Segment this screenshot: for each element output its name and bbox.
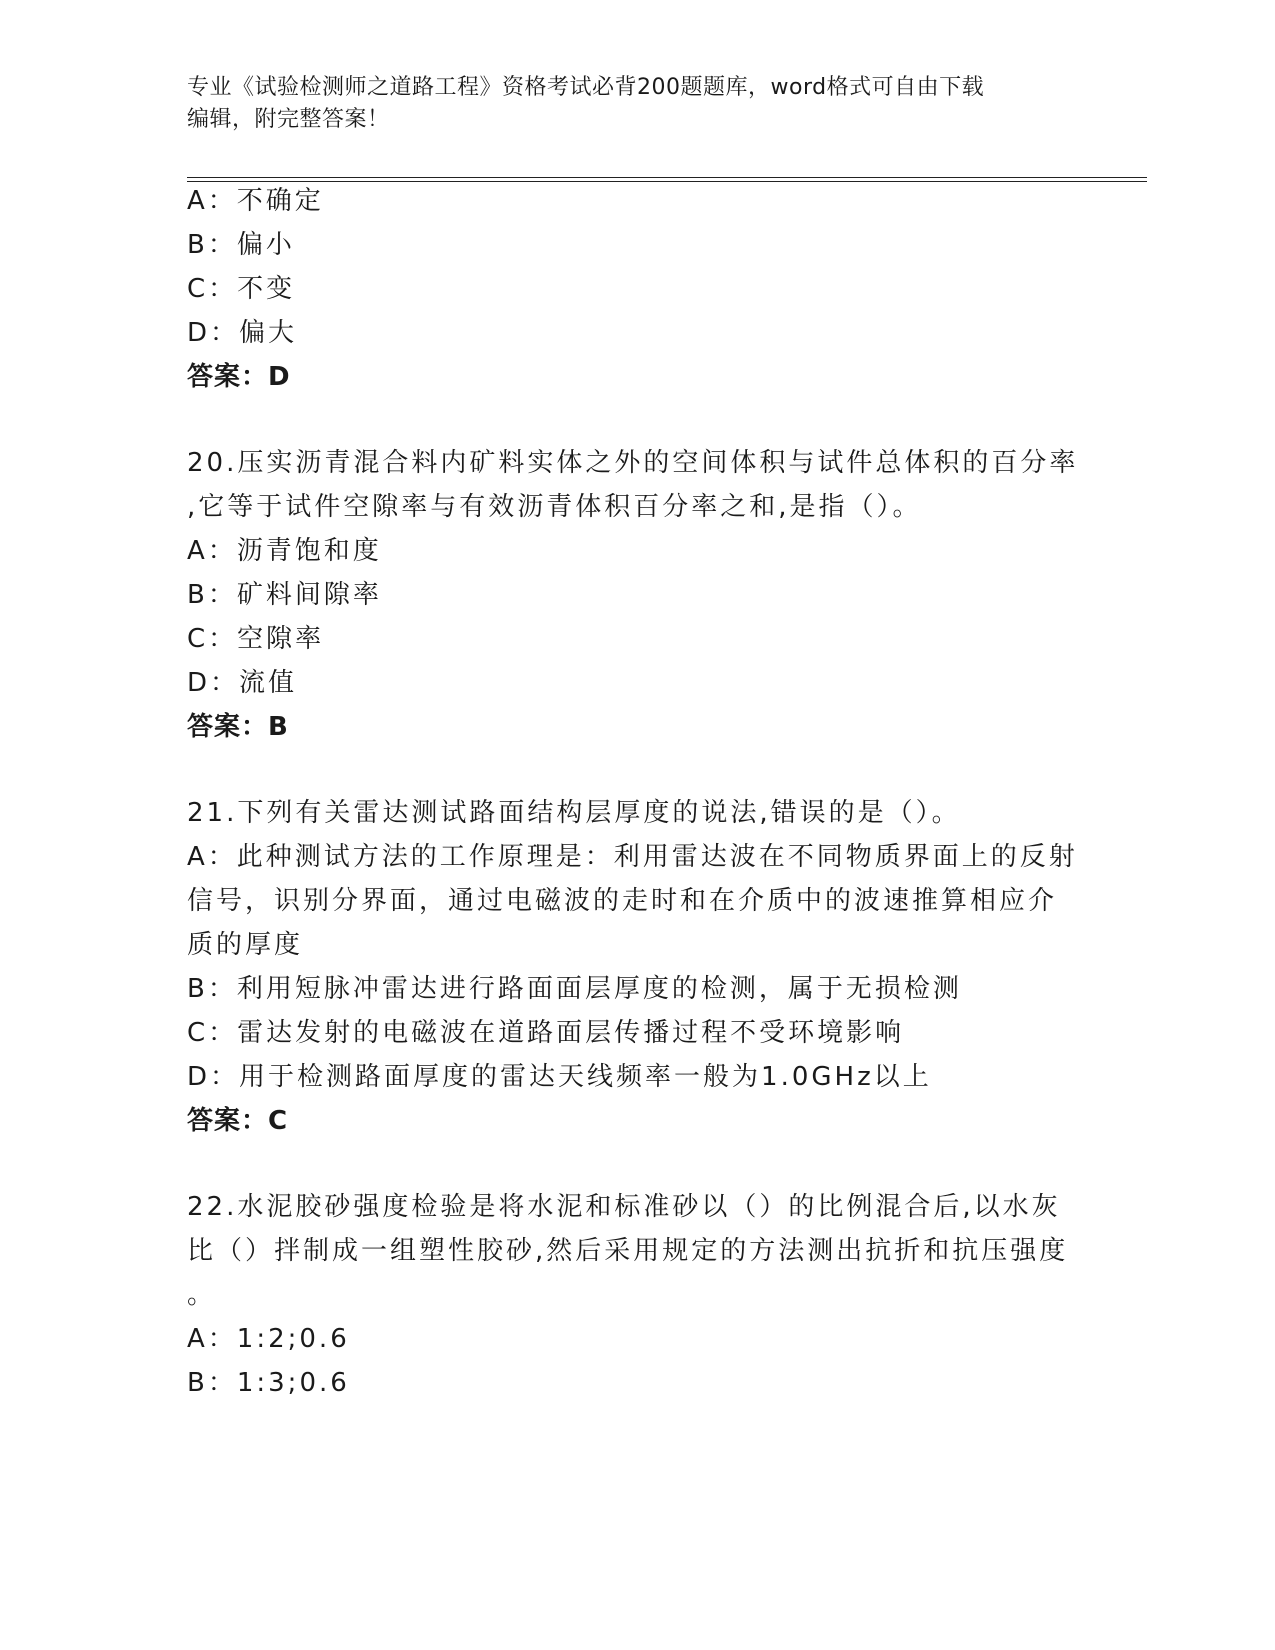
q22-stem-line-2: 比（）拌制成一组塑性胶砂,然后采用规定的方法测出抗折和抗压强度 <box>187 1236 1069 1266</box>
prev-option-a: A：不确定 <box>187 186 324 216</box>
header-rule-top <box>187 177 1147 178</box>
q20-option-d: D：流值 <box>187 668 298 698</box>
q21-option-a-line-2: 信号，识别分界面，通过电磁波的走时和在介质中的波速推算相应介 <box>187 886 1058 916</box>
prev-answer: 答案：D <box>187 362 291 392</box>
q20-option-a: A：沥青饱和度 <box>187 536 382 566</box>
prev-option-d: D：偏大 <box>187 318 298 348</box>
prev-option-b: B：偏小 <box>187 230 295 260</box>
q21-option-a-line-1: A：此种测试方法的工作原理是：利用雷达波在不同物质界面上的反射 <box>187 842 1078 872</box>
header-rule-bottom <box>187 181 1147 182</box>
q21-stem-line-1: 21.下列有关雷达测试路面结构层厚度的说法,错误的是（）。 <box>187 798 961 828</box>
q21-option-c: C：雷达发射的电磁波在道路面层传播过程不受环境影响 <box>187 1018 905 1048</box>
document-header <box>187 72 1087 136</box>
prev-option-c: C：不变 <box>187 274 296 304</box>
q20-option-c: C：空隙率 <box>187 624 325 654</box>
q22-option-b: B：1:3;0.6 <box>187 1368 350 1398</box>
q21-option-b: B：利用短脉冲雷达进行路面面层厚度的检测，属于无损检测 <box>187 974 962 1004</box>
header-line-2: 编辑，附完整答案！ <box>187 107 390 132</box>
q20-stem-line-1: 20.压实沥青混合料内矿料实体之外的空间体积与试件总体积的百分率 <box>187 448 1079 478</box>
q20-stem-line-2: ,它等于试件空隙率与有效沥青体积百分率之和,是指（）。 <box>187 492 922 522</box>
q20-answer: 答案：B <box>187 712 289 742</box>
q21-option-d: D：用于检测路面厚度的雷达天线频率一般为1.0GHz以上 <box>187 1062 932 1092</box>
header-line-1: 专业《试验检测师之道路工程》资格考试必背200题题库，word格式可自由下载 <box>187 75 985 100</box>
q20-option-b: B：矿料间隙率 <box>187 580 382 610</box>
q22-stem-line-3: 。 <box>187 1280 217 1310</box>
q22-stem-line-1: 22.水泥胶砂强度检验是将水泥和标准砂以（）的比例混合后,以水灰 <box>187 1192 1061 1222</box>
q22-option-a: A：1:2;0.6 <box>187 1324 350 1354</box>
q21-answer: 答案：C <box>187 1106 289 1136</box>
q21-option-a-line-3: 质的厚度 <box>187 930 304 960</box>
